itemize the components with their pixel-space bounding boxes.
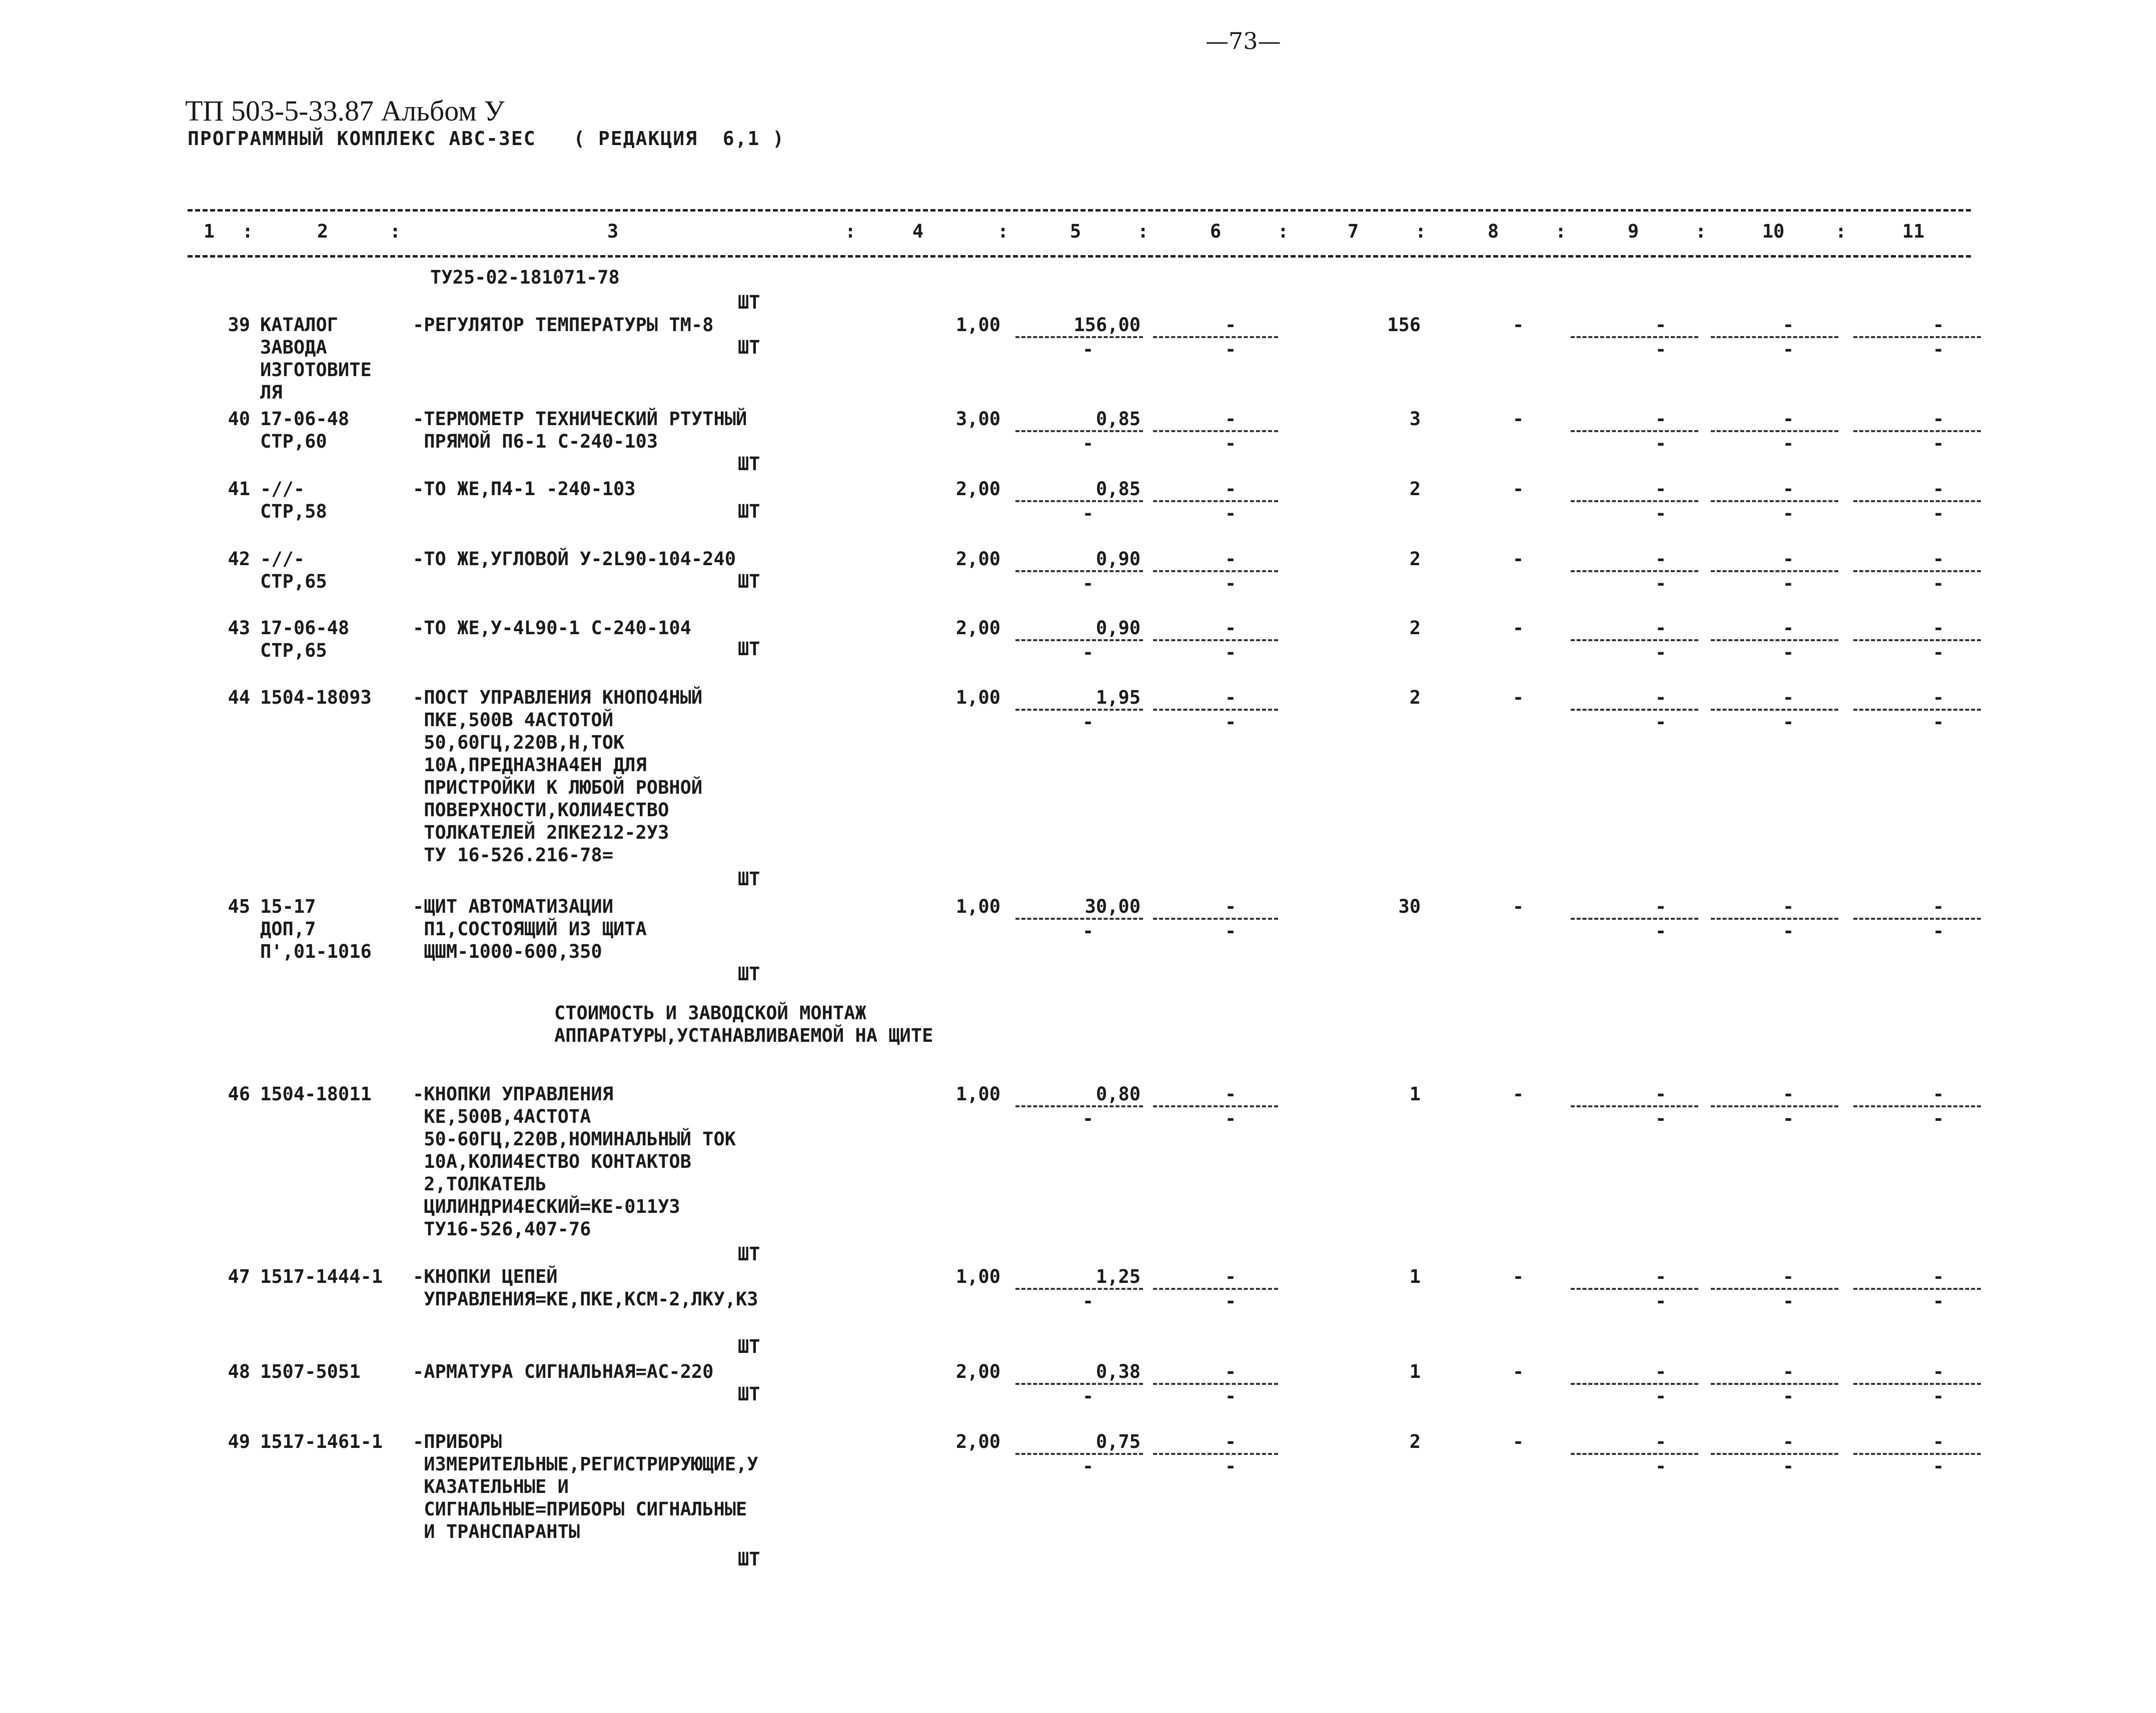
row-quantity: 2,00 [955,1431,1000,1452]
row-quantity: 2,00 [955,1361,1000,1382]
subtotal-rule [1571,570,1698,572]
unit-label: ШТ [738,453,760,475]
subtotal-dash: - [1782,339,1794,360]
column-separator: : [1555,221,1567,242]
subtotal-rule [1153,709,1278,711]
unit-label: ШТ [738,1548,760,1570]
row-col8: - [1512,548,1524,570]
row-col8: - [1512,1361,1524,1382]
column-header-4: 4 [912,221,924,242]
subtotal-dash: - [1782,711,1794,733]
subtotal-dash: - [1782,1290,1794,1312]
row-code: -//- СТР,65 [260,548,327,592]
unit-label: ШТ [738,1243,760,1265]
subtotal-rule [1153,1383,1278,1385]
row-col6: - [1225,1266,1237,1287]
document-subtitle: ПРОГРАММНЫЙ КОМПЛЕКС АВС-ЗЕС ( РЕДАКЦИЯ 6,1 ) [188,128,785,150]
subtotal-dash: - [1655,1108,1667,1129]
subtotal-dash: - [1082,1290,1094,1312]
row-col9: - [1655,314,1667,336]
subtotal-rule [1015,639,1143,641]
row-col8: - [1512,687,1524,708]
subtotal-rule [1015,918,1143,920]
row-description: -АРМАТУРА СИГНАЛЬНАЯ=АС-220 [413,1361,714,1382]
column-header-5: 5 [1069,221,1082,242]
subtotal-dash: - [1655,711,1667,733]
row-col9: - [1655,617,1667,639]
subtotal-rule [1015,336,1143,338]
row-col11: - [1932,687,1944,708]
row-code: КАТАЛОГ ЗАВОДА ИЗГОТОВИТЕ ЛЯ [260,314,372,403]
row-code: 1517-1461-1 [260,1431,383,1452]
subtotal-dash: - [1932,711,1944,733]
row-col9: - [1655,548,1667,570]
row-col9: - [1655,896,1667,917]
subtotal-dash: - [1225,573,1237,594]
subtotal-dash: - [1655,339,1667,360]
column-separator: : [389,221,401,242]
subtotal-rule [1571,1383,1698,1385]
subtotal-dash: - [1082,920,1094,942]
column-header-6: 6 [1210,221,1222,242]
subtotal-rule [1015,500,1143,502]
subtotal-dash: - [1655,1455,1667,1477]
subtotal-dash: - [1225,1108,1237,1129]
subtotal-rule [1853,500,1981,502]
unit-label: ШТ [738,868,760,890]
column-separator: : [1277,221,1289,242]
subtotal-dash: - [1225,1455,1237,1477]
row-code: 17-06-48 СТР,65 [260,617,350,661]
subtotal-rule [1015,1383,1143,1385]
row-col10: - [1782,687,1794,708]
row-col6: - [1225,408,1237,430]
row-description: -КНОПКИ ЦЕПЕЙ УПРАВЛЕНИЯ=КЕ,ПКЕ,КСМ-2,ЛКУ,К3 [413,1266,758,1310]
subtotal-rule [1571,1105,1698,1107]
row-col11: - [1932,314,1944,336]
row-col7: 2 [1409,687,1421,708]
subtotal-rule [1853,639,1981,641]
row-description: -ТО ЖЕ,П4-1 -240-103 [413,478,636,500]
subtotal-dash: - [1082,711,1094,733]
row-description: -ПОСТ УПРАВЛЕНИЯ КНОПО4НЫЙ ПКЕ,500В 4АСТОТОЙ 50,60ГЦ,220В,Н,ТОК 10А,ПРЕДНАЗНА4ЕН ДЛЯ ПРИСТРОЙКИ К ЛЮБОЙ РОВНОЙ ПОВЕРХНОСТИ,КОЛИ4ЕСТВО ТОЛКАТЕЛЕЙ 2ПКЕ212-2У3 ТУ 16-526.216-78= [413,687,703,866]
subtotal-rule [1571,1453,1698,1455]
row-price: 0,80 [1096,1083,1141,1105]
row-col11: - [1932,617,1944,639]
row-description: -ТО ЖЕ,УГЛОВОЙ У-2L90-104-240 [413,548,736,570]
subtotal-rule [1015,1288,1143,1290]
subtotal-rule [1153,430,1278,432]
subtotal-dash: - [1225,1290,1237,1312]
row-quantity: 1,00 [955,687,1000,708]
subtotal-dash: - [1225,920,1237,942]
row-col11: - [1932,896,1944,917]
section-title: СТОИМОСТЬ И ЗАВОДСКОЙ МОНТАЖ АППАРАТУРЫ,УСТАНАВЛИВАЕМОЙ НА ЩИТЕ [554,1002,933,1046]
unit-label: ШТ [738,1383,760,1405]
subtotal-dash: - [1655,1290,1667,1312]
subtotal-dash: - [1782,503,1794,524]
subtotal-rule [1711,1453,1838,1455]
row-col7: 2 [1409,1431,1421,1452]
subtotal-dash: - [1655,503,1667,524]
subtotal-dash: - [1782,573,1794,594]
row-description: -ПРИБОРЫ ИЗМЕРИТЕЛЬНЫЕ,РЕГИСТРИРУЮЩИЕ,У КАЗАТЕЛЬНЫЕ И СИГНАЛЬНЫЕ=ПРИБОРЫ СИГНАЛЬНЫЕ И ТРАНСПАРАНТЫ [413,1431,758,1542]
subtotal-dash: - [1082,339,1094,360]
subtotal-dash: - [1782,1455,1794,1477]
subtotal-dash: - [1225,642,1237,663]
row-col6: - [1225,548,1237,570]
subtotal-dash: - [1782,433,1794,454]
row-number: 44 [228,687,250,708]
row-col6: - [1225,1361,1237,1382]
column-header-1: 1 [203,221,215,242]
row-col11: - [1932,1361,1944,1382]
subtotal-dash: - [1932,433,1944,454]
row-description: -КНОПКИ УПРАВЛЕНИЯ КЕ,500В,4АСТОТА 50-60ГЦ,220В,НОМИНАЛЬНЫЙ ТОК 10А,КОЛИ4ЕСТВО КОНТАКТОВ 2,ТОЛКАТЕЛЬ ЦИЛИНДРИ4ЕСКИЙ=КЕ-011У3 ТУ16-526,407-76 [413,1083,736,1240]
subtotal-rule [1153,336,1278,338]
row-quantity: 1,00 [955,1266,1000,1287]
subtotal-rule [1153,1105,1278,1107]
row-price: 0,90 [1096,617,1141,639]
row-number: 47 [228,1266,250,1287]
row-col6: - [1225,478,1237,500]
row-col10: - [1782,478,1794,500]
subtotal-rule [1853,1105,1981,1107]
row-col10: - [1782,1266,1794,1287]
row-quantity: 2,00 [955,617,1000,639]
row-col9: - [1655,1083,1667,1105]
subtotal-dash: - [1082,503,1094,524]
row-number: 43 [228,617,250,639]
subtotal-rule [1571,639,1698,641]
subtotal-dash: - [1082,1385,1094,1407]
subtotal-rule [1015,570,1143,572]
table-header-rule [188,255,1971,258]
subtotal-rule [1015,709,1143,711]
row-col10: - [1782,548,1794,570]
subtotal-rule [1571,430,1698,432]
column-separator: : [844,221,856,242]
column-separator: : [242,221,254,242]
row-col7: 156 [1387,314,1421,336]
table-top-rule [188,209,1971,212]
row-col7: 2 [1409,548,1421,570]
subtotal-dash: - [1082,1455,1094,1477]
column-header-2: 2 [317,221,329,242]
row-col8: - [1512,1266,1524,1287]
row-price: 0,85 [1096,478,1141,500]
column-header-7: 7 [1347,221,1359,242]
column-separator: : [1137,221,1149,242]
row-col8: - [1512,314,1524,336]
column-header-11: 11 [1902,221,1925,242]
subtotal-dash: - [1655,1385,1667,1407]
column-separator: : [1835,221,1847,242]
subtotal-rule [1015,430,1143,432]
row-number: 40 [228,408,250,430]
row-col7: 1 [1409,1361,1421,1382]
subtotal-rule [1571,1288,1698,1290]
row-col11: - [1932,1083,1944,1105]
row-col11: - [1932,548,1944,570]
subtotal-rule [1853,1383,1981,1385]
subtotal-rule [1571,918,1698,920]
row-col11: - [1932,408,1944,430]
carryover-text: ТУ25-02-181071-78 [430,267,620,288]
subtotal-dash: - [1782,920,1794,942]
row-number: 46 [228,1083,250,1105]
column-header-3: 3 [607,221,619,242]
row-price: 0,75 [1096,1431,1141,1452]
row-number: 45 [228,896,250,917]
column-separator: : [1415,221,1427,242]
subtotal-rule [1153,500,1278,502]
subtotal-dash: - [1782,1108,1794,1129]
row-col9: - [1655,1361,1667,1382]
document-title: ТП 503-5-33.87 Альбом У [185,95,505,127]
unit-label: ШТ [738,638,760,660]
unit-label: ШТ [738,501,760,522]
subtotal-rule [1711,430,1838,432]
subtotal-dash: - [1932,503,1944,524]
row-col10: - [1782,617,1794,639]
subtotal-dash: - [1225,711,1237,733]
row-code: 1517-1444-1 [260,1266,383,1287]
subtotal-rule [1711,639,1838,641]
row-price: 0,85 [1096,408,1141,430]
row-col10: - [1782,314,1794,336]
subtotal-dash: - [1225,339,1237,360]
subtotal-rule [1711,570,1838,572]
subtotal-rule [1571,500,1698,502]
row-number: 39 [228,314,250,336]
row-price: 0,90 [1096,548,1141,570]
subtotal-rule [1711,500,1838,502]
subtotal-rule [1571,336,1698,338]
subtotal-rule [1153,918,1278,920]
row-price: 156,00 [1073,314,1141,336]
subtotal-rule [1711,336,1838,338]
row-col6: - [1225,896,1237,917]
row-col11: - [1932,478,1944,500]
row-col7: 1 [1409,1083,1421,1105]
row-col10: - [1782,1431,1794,1452]
row-quantity: 2,00 [955,478,1000,500]
subtotal-dash: - [1932,1455,1944,1477]
subtotal-dash: - [1655,920,1667,942]
row-quantity: 1,00 [955,896,1000,917]
row-col6: - [1225,687,1237,708]
subtotal-dash: - [1655,433,1667,454]
row-col10: - [1782,408,1794,430]
subtotal-dash: - [1082,1108,1094,1129]
row-col7: 1 [1409,1266,1421,1287]
subtotal-rule [1153,1288,1278,1290]
row-price: 1,25 [1096,1266,1141,1287]
subtotal-dash: - [1225,433,1237,454]
subtotal-dash: - [1082,573,1094,594]
unit-label: ШТ [738,571,760,592]
row-price: 0,38 [1096,1361,1141,1382]
row-code: 15-17 ДОП,7 П',01-1016 [260,896,372,962]
row-col10: - [1782,1361,1794,1382]
row-col8: - [1512,478,1524,500]
row-col7: 2 [1409,617,1421,639]
row-col8: - [1512,896,1524,917]
subtotal-rule [1711,709,1838,711]
row-number: 42 [228,548,250,570]
subtotal-rule [1853,1453,1981,1455]
subtotal-dash: - [1655,642,1667,663]
row-col6: - [1225,314,1237,336]
row-col7: 2 [1409,478,1421,500]
subtotal-rule [1853,709,1981,711]
row-col9: - [1655,1431,1667,1452]
subtotal-rule [1853,918,1981,920]
row-col7: 3 [1409,408,1421,430]
unit-label: ШТ [738,1336,760,1357]
subtotal-dash: - [1932,642,1944,663]
row-code: 17-06-48 СТР,60 [260,408,350,452]
row-col9: - [1655,1266,1667,1287]
subtotal-dash: - [1932,1290,1944,1312]
row-price: 30,00 [1085,896,1141,917]
row-code: 1507-5051 [260,1361,361,1382]
row-col7: 30 [1398,896,1421,917]
row-col11: - [1932,1266,1944,1287]
subtotal-dash: - [1225,1385,1237,1407]
subtotal-rule [1711,918,1838,920]
subtotal-dash: - [1932,1108,1944,1129]
unit-label: ШТ [738,292,760,313]
column-header-10: 10 [1762,221,1785,242]
subtotal-rule [1015,1105,1143,1107]
subtotal-rule [1153,570,1278,572]
row-col10: - [1782,896,1794,917]
row-col8: - [1512,1083,1524,1105]
row-code: 1504-18093 [260,687,372,708]
row-col10: - [1782,1083,1794,1105]
subtotal-rule [1153,639,1278,641]
row-description: -ТЕРМОМЕТР ТЕХНИЧЕСКИЙ РТУТНЫЙ ПРЯМОЙ П6-1 С-240-103 [413,408,747,452]
subtotal-dash: - [1782,642,1794,663]
subtotal-dash: - [1225,503,1237,524]
row-quantity: 3,00 [955,408,1000,430]
subtotal-rule [1711,1288,1838,1290]
row-quantity: 2,00 [955,548,1000,570]
row-col9: - [1655,478,1667,500]
row-description: -РЕГУЛЯТОР ТЕМПЕРАТУРЫ ТМ-8 [413,314,714,336]
row-col8: - [1512,1431,1524,1452]
row-quantity: 1,00 [955,1083,1000,1105]
column-separator: : [997,221,1009,242]
subtotal-dash: - [1932,920,1944,942]
subtotal-dash: - [1932,573,1944,594]
row-col8: - [1512,617,1524,639]
subtotal-dash: - [1932,339,1944,360]
row-code: 1504-18011 [260,1083,372,1105]
row-number: 48 [228,1361,250,1382]
row-code: -//- СТР,58 [260,478,327,522]
column-header-8: 8 [1487,221,1499,242]
unit-label: ШТ [738,963,760,985]
unit-label: ШТ [738,337,760,358]
page-number: —73— [1206,28,1281,55]
row-number: 49 [228,1431,250,1452]
subtotal-dash: - [1655,573,1667,594]
row-description: -ТО ЖЕ,У-4L90-1 С-240-104 [413,617,691,639]
subtotal-rule [1571,709,1698,711]
row-col9: - [1655,687,1667,708]
subtotal-rule [1711,1383,1838,1385]
subtotal-rule [1853,336,1981,338]
subtotal-rule [1853,570,1981,572]
subtotal-rule [1153,1453,1278,1455]
subtotal-rule [1853,1288,1981,1290]
subtotal-dash: - [1082,433,1094,454]
subtotal-rule [1711,1105,1838,1107]
column-header-9: 9 [1627,221,1639,242]
row-col6: - [1225,617,1237,639]
subtotal-rule [1015,1453,1143,1455]
row-description: -ЩИТ АВТОМАТИЗАЦИИ П1,СОСТОЯЩИЙ ИЗ ЩИТА ЩШМ-1000-600,350 [413,896,647,962]
row-col6: - [1225,1431,1237,1452]
row-col11: - [1932,1431,1944,1452]
subtotal-dash: - [1082,642,1094,663]
row-quantity: 1,00 [955,314,1000,336]
row-col6: - [1225,1083,1237,1105]
subtotal-dash: - [1782,1385,1794,1407]
row-price: 1,95 [1096,687,1141,708]
row-col8: - [1512,408,1524,430]
row-col9: - [1655,408,1667,430]
column-separator: : [1695,221,1707,242]
subtotal-rule [1853,430,1981,432]
row-number: 41 [228,478,250,500]
subtotal-dash: - [1932,1385,1944,1407]
